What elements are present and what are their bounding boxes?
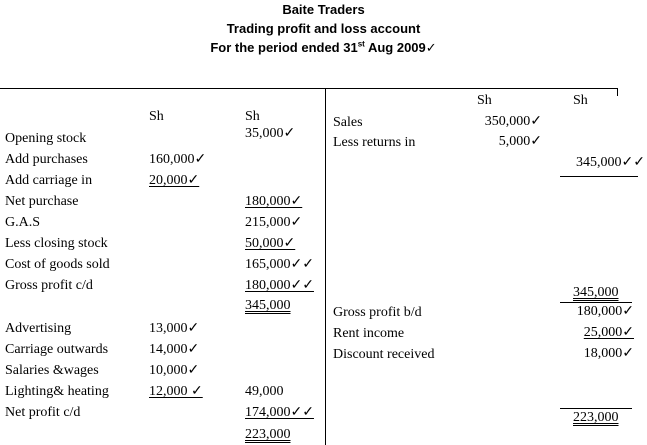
carriage-outwards-label: Carriage outwards (5, 342, 109, 357)
less-closing-stock-label: Less closing stock (5, 236, 108, 251)
account-title: Trading profit and loss account (226, 21, 421, 36)
cost-of-goods-sold-label: Cost of goods sold (5, 257, 110, 272)
period-suffix: Aug 2009✓ (364, 40, 437, 55)
discount-received-label: Discount received (333, 347, 435, 362)
advertising-amount: 13,000✓ (149, 321, 200, 336)
add-purchases-amount: 160,000✓ (149, 152, 207, 167)
less-returns-in-amount: 5,000✓ (498, 134, 542, 149)
expenses-total-amount: 49,000 (245, 384, 284, 399)
top-rule (0, 88, 617, 89)
add-carriage-in-amount: 20,000✓ (149, 173, 200, 188)
credit-col2-heading: Sh (573, 93, 588, 108)
gas-amount: 215,000✓ (245, 215, 303, 230)
debit-col2-heading: Sh (245, 109, 260, 124)
credit-trading-total: 345,000 (573, 285, 619, 300)
debit-trading-total: 345,000 (245, 298, 291, 313)
net-purchase-label: Net purchase (5, 194, 79, 209)
rent-income-amount: 25,000✓ (583, 325, 634, 340)
advertising-label: Advertising (5, 321, 72, 336)
opening-stock-amount: 35,000✓ (245, 126, 296, 141)
period-sup: st (357, 39, 365, 49)
sales-amount: 350,000✓ (484, 114, 542, 129)
credit-col1-heading: Sh (477, 93, 492, 108)
gas-label: G.A.S (5, 215, 41, 230)
gross-profit-bd-label: Gross profit b/d (333, 305, 422, 320)
center-divider (325, 88, 326, 445)
cost-of-goods-sold-amount: 165,000✓✓ (245, 257, 314, 272)
lighting-heating-amount: 12,000 ✓ (149, 384, 203, 399)
credit-pl-total-rule (560, 408, 632, 409)
net-sales-rule (560, 176, 638, 177)
period-line (0, 40, 647, 56)
period-prefix: For the period ended 31 (210, 40, 358, 55)
opening-stock-label: Opening stock (5, 131, 87, 146)
gross-profit-cd-label: Gross profit c/d (5, 278, 93, 293)
rent-income-label: Rent income (333, 326, 405, 341)
less-returns-in-label: Less returns in (333, 135, 416, 150)
company-name: Baite Traders (282, 2, 365, 17)
add-carriage-in-label: Add carriage in (5, 173, 93, 188)
salaries-wages-label: Salaries &wages (5, 363, 99, 378)
discount-received-amount: 18,000✓ (583, 346, 634, 361)
net-profit-cd-label: Net profit c/d (5, 405, 81, 420)
sales-label: Sales (333, 115, 363, 130)
debit-pl-total: 223,000 (245, 427, 291, 442)
credit-pl-total: 223,000 (573, 410, 619, 425)
less-closing-stock-amount: 50,000✓ (245, 236, 296, 251)
gross-profit-bd-amount: 180,000✓ (576, 304, 634, 319)
net-purchase-amount: 180,000✓ (245, 194, 303, 209)
right-divider (617, 88, 618, 96)
gross-profit-bd-rule (560, 302, 632, 303)
net-profit-cd-amount: 174,000✓✓ (245, 405, 314, 420)
add-purchases-label: Add purchases (5, 152, 88, 167)
debit-col1-heading: Sh (149, 109, 164, 124)
net-sales-amount: 345,000✓✓ (576, 155, 645, 170)
lighting-heating-label: Lighting& heating (5, 384, 109, 399)
gross-profit-cd-amount: 180,000✓✓ (245, 278, 314, 293)
carriage-outwards-amount: 14,000✓ (149, 342, 200, 357)
salaries-wages-amount: 10,000✓ (149, 363, 200, 378)
